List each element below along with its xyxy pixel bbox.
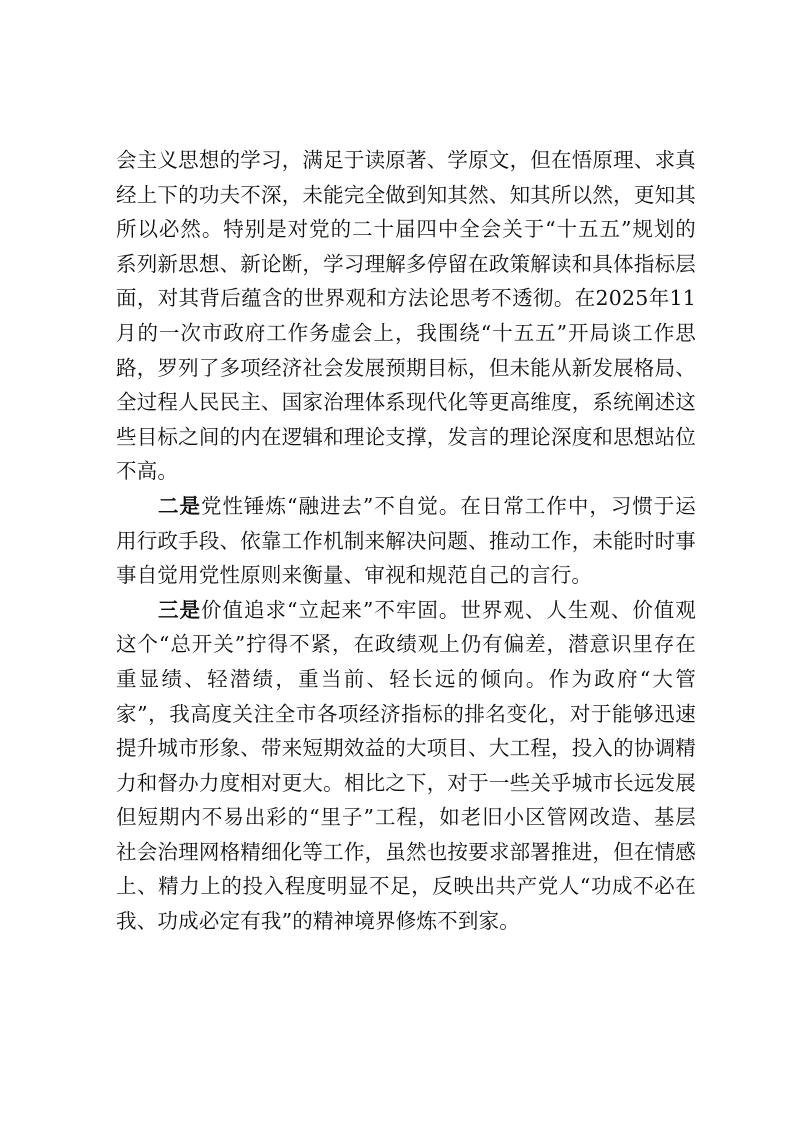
- paragraph-3-lead: 三是: [158, 597, 201, 622]
- paragraph-1: [116, 143, 696, 489]
- paragraph-2: [116, 489, 696, 593]
- paragraph-3: [116, 593, 696, 939]
- paragraph-3-text: 价值追求“立起来”不牢固。世界观、人生观、价值观这个“总开关”拧得不紧，在政绩观上仍有偏差，潜意识里存在重显绩、轻潜绩，重当前、轻长远的倾向。作为政府“大管家”，我高度关注全市各项经济指标的排名变化，对于能够迅速提升城市形象、带来短期效益的大项目、大工程，投入的协调精力和督办力度相对更大。相比之下，对于一些关乎城市长远发展但短期内不易出彩的“里子”工程，如老旧小区管网改造、基层社会治理网格精细化等工作，虽然也按要求部署推进，但在情感上、精力上的投入程度明显不足，反映出共产党人“功成不必在我、功成必定有我”的精神境界修炼不到家。: [116, 597, 697, 934]
- paragraph-2-lead: 二是: [158, 493, 201, 518]
- paragraph-2-text: 党性锤炼“融进去”不自觉。在日常工作中，习惯于运用行政手段、依靠工作机制来解决问题、推动工作，未能时时事事自觉用党性原则来衡量、审视和规范自己的言行。: [116, 493, 697, 588]
- document-body: [116, 143, 696, 939]
- paragraph-1-text: 会主义思想的学习，满足于读原著、学原文，但在悟原理、求真经上下的功夫不深，未能完全做到知其然、知其所以然，更知其所以必然。特别是对党的二十届四中全会关于“十五五”规划的系列新思想、新论断，学习理解多停留在政策解读和具体指标层面，对其背后蕴含的世界观和方法论思考不透彻。在2025年11月的一次市政府工作务虚会上，我围绕“十五五”开局谈工作思路，罗列了多项经济社会发展预期目标，但未能从新发展格局、全过程人民民主、国家治理体系现代化等更高维度，系统阐述这些目标之间的内在逻辑和理论支撑，发言的理论深度和思想站位不高。: [116, 148, 696, 484]
